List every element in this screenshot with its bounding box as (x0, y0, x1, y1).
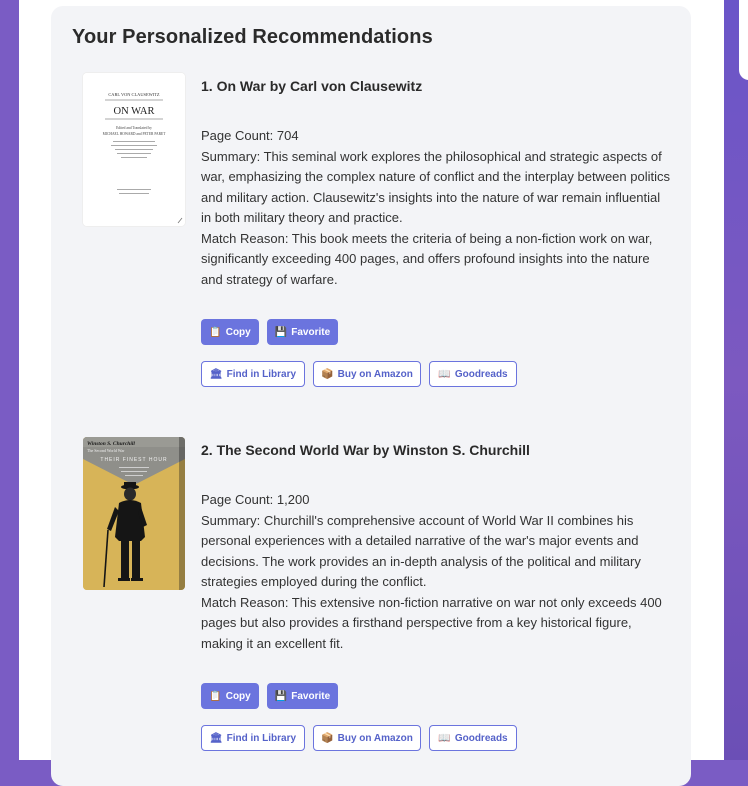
copy-button[interactable]: 📋 Copy (201, 683, 259, 709)
book-icon: 📖 (438, 732, 451, 744)
page-title: Your Personalized Recommendations (72, 26, 433, 48)
cover-title: ON WAR (113, 106, 155, 117)
cover-subtitle: The Second World War (87, 448, 125, 453)
goodreads-button[interactable]: 📖 Goodreads (429, 725, 517, 751)
library-icon: 🏛 (209, 732, 223, 744)
match-reason: Match Reason: This extensive non-fiction narrative on war not only exceeds 400 pages but also provides a firsthand perspective from a key historical figure, making it an excellent fit. (201, 594, 662, 651)
page-count: Page Count: 1,200 (201, 492, 310, 507)
book-cover-art (83, 73, 185, 226)
book-summary: Summary: This seminal work explores the philosophical and strategic aspects of war, emphasizing the complex nature of conflict and the interplay between politics and military action. Clausewitz's insights into the nature of war remain influential in both military theory and practice. (201, 148, 670, 225)
book-title: 1. On War by Carl von Clausewitz (201, 78, 423, 94)
book-cover-art (83, 437, 185, 590)
book-title: 2. The Second World War by Winston S. Churchill (201, 442, 530, 458)
book-details (201, 490, 671, 654)
page-background (724, 0, 748, 760)
buy-on-amazon-button[interactable]: 📦 Buy on Amazon (313, 361, 421, 387)
clipboard-icon: 📋 (209, 690, 222, 702)
cover-author: CARL VON CLAUSEWITZ (108, 92, 160, 97)
save-icon: 💾 (274, 690, 288, 702)
library-icon: 🏛 (209, 368, 223, 380)
goodreads-button[interactable]: 📖 Goodreads (429, 361, 517, 387)
save-icon: 💾 (274, 326, 288, 338)
cover-author: Winston S. Churchill (87, 441, 135, 447)
favorite-button[interactable]: 💾 Favorite (267, 683, 338, 709)
book-cover (83, 73, 185, 226)
buy-on-amazon-button[interactable]: 📦 Buy on Amazon (313, 725, 421, 751)
page-count: Page Count: 704 (201, 128, 299, 143)
clipboard-icon: 📋 (209, 326, 222, 338)
favorite-button[interactable]: 💾 Favorite (267, 319, 338, 345)
match-reason: Match Reason: This book meets the criteria of being a non-fiction work on war, significantly exceeding 400 pages, and offers profound insights into the nature and strategy of warfare. (201, 230, 653, 287)
package-icon: 📦 (321, 368, 334, 380)
book-cover (83, 437, 185, 590)
cover-editors: MICHAEL HOWARD and PETER PARET (102, 132, 166, 136)
book-summary: Summary: Churchill's comprehensive account of World War II combines his personal experiences with a detailed narrative of the war's major events and decisions. The work provides an in-depth analysis of the political and military strategies employed during the conflict. (201, 512, 641, 589)
book-icon: 📖 (438, 368, 451, 380)
cover-editors-line: Edited and Translated by (116, 126, 152, 130)
cover-title: THEIR FINEST HOUR (100, 457, 168, 463)
package-icon: 📦 (321, 732, 334, 744)
copy-button[interactable]: 📋 Copy (201, 319, 259, 345)
side-panel (739, 0, 748, 80)
find-in-library-button[interactable]: 🏛 Find in Library (201, 361, 305, 387)
book-details (201, 126, 671, 290)
find-in-library-button[interactable]: 🏛 Find in Library (201, 725, 305, 751)
